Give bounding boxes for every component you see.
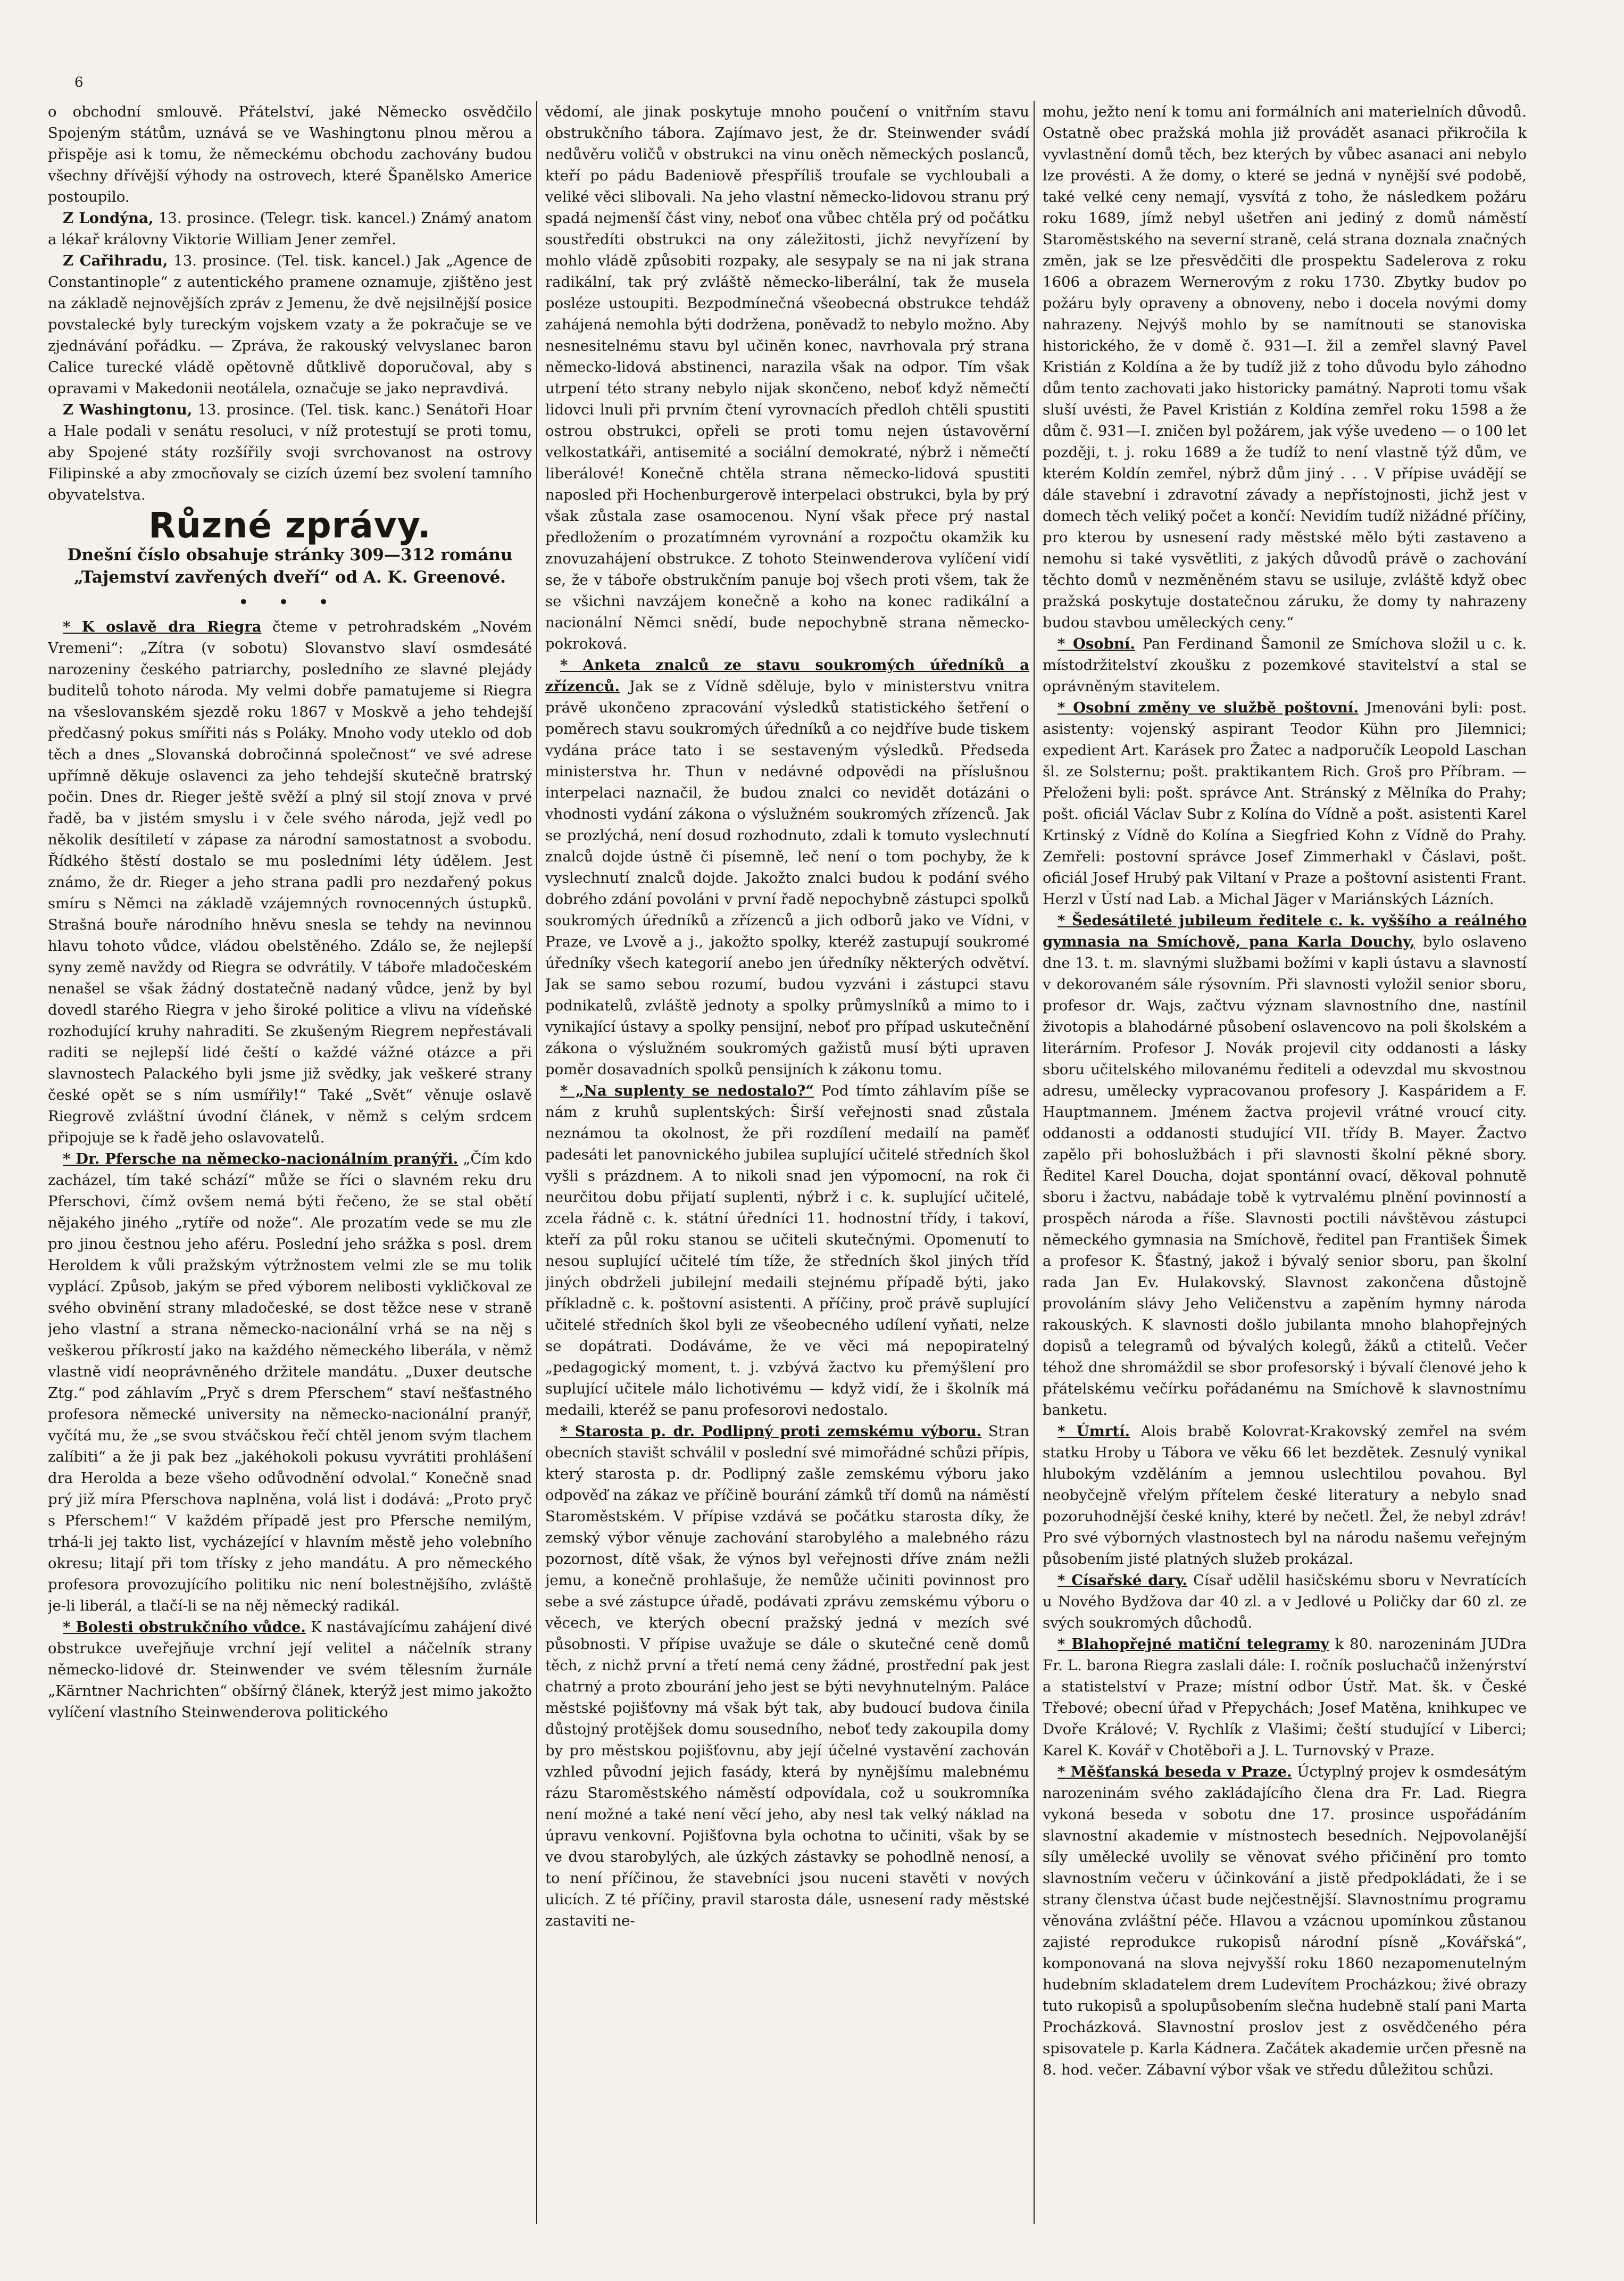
news-item bbox=[1043, 1421, 1527, 1570]
item-heading: * K oslavě dra Riegra bbox=[63, 618, 262, 635]
item-heading: * „Na suplenty se nedostalo?“ bbox=[560, 1082, 814, 1099]
news-item bbox=[48, 250, 532, 399]
item-body: 13. prosince. (Tel. tisk. kanc.) Senátoři Hoar a Hale podali v senátu resoluci, v níž protestují se proti tomu, aby Spojené státy rozšířily svoji svrchovanost na ostrovy Filipinské a aby zmocňovaly se cizích území bez svolení tamního obyvatelstva. bbox=[48, 401, 532, 503]
item-heading: * Bolesti obstrukčního vůdce. bbox=[63, 1619, 306, 1636]
column-3 bbox=[1043, 101, 1527, 2224]
separator-dots: • • • bbox=[239, 594, 341, 611]
item-heading: * Osobní. bbox=[1057, 635, 1135, 652]
item-heading: * Starosta p. dr. Podlipný proti zemskému výboru. bbox=[560, 1423, 982, 1440]
article-paragraph: vědomí, ale jinak poskytuje mnoho poučení o vnitřním stavu obstrukčního tábora. Zajímavo jest, že dr. Steinwender svádí nedůvěru voličů v obstrukci na vinu oněch německých poslanců, kteří po pádu Badeniově přespříliš troufale se vychloubali a veliké věci slibovali. Na jeho vlastní německo-lidovou stranu prý spadá nejmenší část viny, neboť ona vůbec chtěla prý od počátku soustředíti obstrukci na ony záležitosti, jichž nevyřízení by mohlo vládě způsobiti rozpaky, ale sesypaly se na ni jak strana radikální, tak prý zvláště německo-liberální, tak že musela posléze ustoupiti. Bezpodmínečná všeobecná obstrukce tehdáž zahájená nemohla býti dodržena, poněvadž to nebylo možno. Aby nesnesitelnému stavu byl učiněn konec, navrhovala prý strana německo-lidová abstinenci, narazila však na odpor. Tím však utrpení této strany nebylo nijak skončeno, neboť když němečtí lidovci lnuli při prvním čtení vyrovnacích předloh chtěli spustiti ostrou obstrukci, opřeli se proti tomu nejen ústavověrní velkostatkáři, antisemité a sociální demokraté, nýbrž i němečtí liberálové! Konečně chtěla strana německo-lidová spustiti naposled při Hochenburgerově interpelaci obstrukci, byla by prý však zůstala zase osamocenou. Nyní však přece prý nastal předložením o prozatímném vyrovnání a rozpočtu okamžik ku znovuzahájení obstrukce. Z tohoto Steinwenderova vylíčení vidí se, že v táboře obstrukčním panuje boj všech proti všem, tak že se všichni navzájem konečně a koho na konec radikální a nacionální Němci snědí, bude nepochybně strana německo-pokroková. bbox=[545, 103, 1029, 652]
section-title: Různé zprávy. bbox=[148, 505, 431, 546]
item-heading: * Osobní změny ve službě poštovní. bbox=[1057, 699, 1359, 716]
news-item bbox=[48, 208, 532, 250]
page-mark: 6 bbox=[74, 74, 84, 90]
news-item bbox=[48, 616, 532, 1148]
lead-notice: Dnešní číslo obsahuje stránky 309—312 románu „Tajemství zavřených dveří“ od A. K. Greenové. bbox=[67, 545, 513, 587]
item-body: čteme v petrohradském „Novém Vremeni“: „Zítra (v sobotu) Slovanstvo slaví osmdesáté narozeniny českého patriarchy, posledního ze slavné plejády buditelů tohoto národa. My velmi dobře pamatujeme si Riegra na všeslovanském sjezdě roku 1867 v Moskvě a jeho tehdejší předčasný pokus smířiti nás s Poláky. Mnoho vody uteklo od dob těch a dnes „Slovanská dobročinná společnost“ ve své adrese upřímně děkuje oslavenci za jeho tehdejší skutečně bratrský počin. Dnes dr. Rieger ještě svěží a plný sil stojí znova v prvé řadě, ba v jistém smyslu i v čele svého národa, jejž vedl po několik desítiletí v zápase za národní samostatnost a svobodu. Řídkého štěstí dostalo se mu posledními léty údělem. Jest známo, že dr. Rieger a jeho strana padli pro nezdařený pokus smíru s Němci na základě vzájemných rovnocenných ústupků. Strašná bouře národního hněvu snesla se tehdy na nevinnou hlavu tohoto vůdce, vládou obelstěného. Zdálo se, že nejlepší syny země navždy od Riegra se odvrátily. V táboře mladočeském nenašel se však žádný dostatečně nadaný vůdce, jenž by byl dovedl starého Riegra v jeho široké politice a vlivu na vídeňské rozhodující kruhy nahraditi. Se zkušeným Riegrem nepřestávali raditi se nejlepší lidé čeští o každé vážné otázce a při slavnostech Palackého byli jsme již svědky, jak veškeré strany české opět se s ním usmířily!“ Také „Svět“ věnuje oslavě Riegrově zvláštní úvodní článek, v němž s celým srdcem připojuje se k řadě jeho oslavovatelů. bbox=[48, 618, 532, 1146]
item-body: 13. prosince. (Telegr. tisk. kancel.) Známý anatom a lékař královny Viktorie William Jener zemřel. bbox=[48, 210, 532, 248]
news-item bbox=[545, 1080, 1029, 1421]
news-item bbox=[545, 1421, 1029, 1931]
news-item bbox=[48, 1148, 532, 1616]
news-item bbox=[1043, 633, 1527, 697]
item-body: K nastávajícímu zahájení divé obstrukce uveřejňuje vrchní její velitel a náčelník strany německo-lidové dr. Steinwender ve svém tělesním žurnále „Kärntner Nachrichten“ obšírný článek, kterýž jest mimo jakožto vylíčení vlastního Steinwenderova politického bbox=[48, 1619, 532, 1721]
item-heading: * Úmrtí. bbox=[1057, 1423, 1130, 1440]
news-item bbox=[1043, 1761, 1527, 2080]
item-heading: Z Washingtonu, bbox=[63, 401, 193, 418]
article-paragraph: mohu, ježto není k tomu ani formálních ani materielních důvodů. Ostatně obec pražská mohla již provádět asanaci přikročila k vyvlastnění domů těch, bez kterých by vůbec asanaci ani nebylo lze provésti. A že domy, o které se jedná v nynější své podobě, také velké ceny nemají, vysvítá z toho, že následkem požáru roku 1689, jímž nebyl ušetřen ani jediný z domů náměstí Staroměstského na severní straně, celá strana doznala značných změn, jak se lze přesvědčiti dle prospektu Sadelerova z roku 1606 a obrazem Wernerovým z roku 1730. Zbytky budov po požáru byly opraveny a obnoveny, nebo i docela novými domy nahrazeny. Nejvýš mohlo by se namítnouti se stanoviska historického, že v domě č. 931—I. žil a zemřel slavný Pavel Kristián z Koldína a že by tudíž již z toho důvodu bylo záhodno dům tento zachovati jako historicky památný. Naproti tomu však sluší uvésti, že Pavel Kristián z Koldína zemřel roku 1598 a že dům č. 931—I. zničen byl požárem, jak výše uvedeno — o 100 let později, t. j. roku 1689 a že tudíž to není vlastně týž dům, ve kterém Koldín zemřel, nýbrž dům jiný . . . V přípise uvádějí se dále stavební i zdravotní závady a nepřístojnosti, jichž jest v domech těch veliký počet a končí: Nevidím tudíž nižádné příčiny, pro kterou by usnesení rady městské mělo býti zastaveno a nemohu si také vysvětliti, z jakých důvodů právě o zachování těchto domů v nezměněném stavu se usiluje, zvláště když obec pražská poskytuje dostatečnou záruku, že domy ty nahrazeny budou stavbou uměleckých ceny.“ bbox=[1043, 103, 1527, 631]
item-body: Jmenováni byli: post. asistenty: vojenský aspirant Teodor Kühn pro Jilemnici; expedient Art. Karásek pro Žatec a nadporučík Leopold Laschan šl. ze Solsternu; pošt. praktikantem Rich. Groš pro Příbram. — Přeloženi byli: pošt. správce Ant. Stránský z Mělníka do Prahy; pošt. oficiál Václav Subr z Kolína do Vídně a pošt. asistenti Karel Krtinský z Vídně do Kolína a Siegfried Kohn z Vídně do Prahy. Zemřeli: postovní správce Josef Zimmerhakl v Čáslavi, pošt. oficiál Josef Hrubý pak Viltaní v Praze a poštovní asistenti Frant. Herzl v Ústí nad Lab. a Michal Jäger v Mariánských Lázních. bbox=[1043, 699, 1527, 908]
item-body: Jak se z Vídně sděluje, bylo v ministerstvu vnitra právě ukončeno zpracování výsledků statistického šetření o poměrech stavu soukromých úředníků a co nejdříve bude tiskem vydána práce tato i se sestaveným výsledků. Předseda ministerstva hr. Thun v nedávné odpovědi na příslušnou interpelaci naznačil, že budou znalci co nevidět dotázáni o vhodnosti vydání zákona o výslužném soukromých zřízenců. Jak se prozlýchá, není dosud rozhodnuto, zdali k tomuto vyslechnutí znalců dojde ústně či písemně, leč není o tom pochyby, že k vyslechnutí znalců dojde. Jakožto znalci budou k podání svého dobrého zdání povoláni v první řadě nepochybně zástupci spolků soukromých úředníků a zřízenců a jich odborů jako ve Vídni, v Praze, ve Lvově a j., jakožto spolky, kteréž zastupují soukromé úředníky všech kategorií anebo jen úředníky některých odvětví. Jak se samo sebou rozumí, budou vyzváni i zástupci stavu podnikatelů, zvláště jednoty a spolky průmyslníků a mimo to i vynikající ústavy a spolky pensijní, neboť pro případ uskutečnění zákona o výslužném soukromých gažistů musí býti upraven poměr dosavadních spolků pensijních k zákonu tomu. bbox=[545, 678, 1029, 1078]
item-body: Pod tímto záhlavím píše se nám z kruhů suplentských: Širší veřejnosti snad zůstala neznámou ta okolnost, že při rozdílení medailí na paměť padesáti let panovnického jubilea suplující učitelé středních škol vyšli s prázdnem. A to nikoli snad jen výpomocní, na rok či neurčitou dobu přijatí suplenti, nýbrž i c. k. suplující učitelé, zcela řádně c. k. státní úředníci 11. hodnostní třídy, i takoví, kteří za půl roku stanou se učiteli skutečnými. Opomenutí to nesou suplující učitelé tím tíže, že středních škol jiných tříd jiných obdrželi jubilejní medaili stejnému případě býti, jako příkladně c. k. poštovní asistenti. A příčiny, proč právě suplující učitelé středních škol byli ze všeobecného udílení vyňati, nelze se dopátrati. Dodáváme, že ve věci má nepopiratelný „pedagogický moment, t. j. vzbývá žactvo ku přemýšlení pro suplující učitele málo lichotivému — když vidí, že i školník má medaili, kteréž se panu profesorovi nedostalo. bbox=[545, 1082, 1029, 1419]
item-body: „Čím kdo zacházel, tím také schází“ může se říci o slavném reku dru Pferschovi, čímž ovšem nemá býti řečeno, že se stal obětí nějakého jiného „rytíře od nože“. Ale prozatím vede se mu zle pro jinou čestnou jeho aféru. Poslední jeho srážka s posl. drem Heroldem k vůli pražským výtržnostem velmi zle se mu tolik vyplácí. Způsob, jakým se před výborem nelibosti vykličkoval ze svého obvinění strany mladočeské, se dost těžce nese v straně jeho vlastní a strana německo-nacionální vrhá se na něj s veškerou příkrostí jako na každého německého liberála, v němž vlastně vidí neoprávněného držitele mandátu. „Duxer deutsche Ztg.“ pod záhlavím „Pryč s drem Pferschem“ staví nešťastného profesora německé university na německo-nacionální pranýř, vyčítá mu, že „se svou stváčskou řečí chtěl jenom svým tlachem zalíbiti“ a že ji pak bez „jakéhokoli pokusu vyvrátiti prohlášení dra Herolda a beze všeho odůvodnění odvolal.“ Konečně snad prý již míra Pferschova naplněna, volá list i dodává: „Proto pryč s Pferschem!“ V každém případě jest pro Pfersche nemilým, trhá-li jej takto list, vycházející v hlavním městě jeho volebního okresu; litají při tom třísky z jeho mandátu. A pro německého profesora provozujícího politiku nic není bolestnějšího, zvláště je-li liberál, a tlačí-li se na něj německý radikál. bbox=[48, 1150, 532, 1614]
column-rule bbox=[1034, 101, 1035, 2224]
item-heading: Z Londýna, bbox=[63, 210, 154, 227]
column-rule bbox=[536, 101, 537, 2224]
news-item bbox=[1043, 910, 1527, 1421]
item-heading: * Anketa znalců ze stavu soukromých úředníků a zřízenců. bbox=[545, 657, 1029, 695]
news-item bbox=[48, 1616, 532, 1723]
item-heading: Z Cařihradu, bbox=[63, 252, 168, 269]
item-body: Stran obecních stavišt schválil v poslední své mimořádné schůzi přípis, který starosta p. dr. Podlipný zašle zemskému výboru jako odpověď na zákaz ve příčině bourání zámků tří domů na náměstí Staroměstském. V přípise vzdává se počátku starosta díky, že zemský výbor věnuje zachování starobylého a malebného rázu pozornost, dítě však, že výnos byl veřejnosti dříve znám nežli jemu, a konečně prohlašuje, že nemůže učiniti povinnost pro sebe a své zástupce úřadě, podávati zprávu zemskému výboru o věcech, ve kterých obecní pražský jedná v mezích své působnosti. V přípise uvažuje se dále o skutečné ceně domů těch, z nichž první a třetí nemá ceny žádné, prostřední pak jest chatrný a proto zbourání jeho jest se býti nevyhnutelným. Paláce městské pojišťovny má však být tak, aby budoucí budova činila důstojný protějšek domu sousedního, neboť tedy zakoupila domy by pro městskou pojišťovnu, aby její účelné vystavění zachován vzhled původní jejich fasády, která by nynějšímu malebnému rázu Staroměstského náměstí odpovídala, což u soukromníka není možné a také není věcí jeho, aby nesl tak velký náklad na úpravu venkovní. Pojišťovna byla ochotna to učiniti, však by se ve dvou starobylých, ale úzkých zástavky se pohodlně nenosí, a to není příčinou, že stavebníci jsou nuceni stavěti v nových ulicích. Z té příčiny, pravil starosta dále, usnesení rady městské zastaviti ne- bbox=[545, 1423, 1029, 1929]
column-2 bbox=[545, 101, 1029, 2224]
item-heading: * Dr. Pfersche na německo-nacionálním pranýři. bbox=[63, 1150, 459, 1167]
news-item bbox=[1043, 697, 1527, 910]
news-item bbox=[1043, 1633, 1527, 1761]
item-body: 13. prosince. (Tel. tisk. kancel.) Jak „Agence de Constantinople“ z autentického pramene oznamuje, zjištěno jest na základě nejnovějších zpráv z Jemenu, že dvě nejsilnější posice povstalecké byly tureckým vojskem vzaty a že pokračuje se ve zjednávání pořádku. — Zpráva, že rakouský velvyslanec baron Calice turecké vládě opětovně důtklivě doporučoval, aby s opravami v Makedonii neotálela, označuje se jako nepravdivá. bbox=[48, 252, 532, 397]
item-body: bylo oslaveno dne 13. t. m. slavnými službami božími v kapli ústavu a slavností v dekorovaném sále rýsovním. Při slavnosti vyložil senior sboru, profesor dr. Wajs, začtvu význam slavnostního dne, nastínil životopis a blahodárné působení oslavencovo na poli školském a literárním. Profesor J. Novák projevil city oddanosti a lásky sboru učitelského milovanému řediteli a odevzdal mu skvostnou adresu, umělecky vypracovanou profesory J. Kaspáridem a F. Hauptmannem. Jménem žactva projevil vrátné vroucí city. oddanosti a oddanosti studující VII. třídy B. Mayer. Žactvo zapělo při bohoslužbách i při slavnosti školní pěkné sbory. Ředitel Karel Doucha, dojat spontánní ovací, děkoval pohnutě sboru i žactvu, nabádaje tobě k vytrvalému plnění povinností a prospěch národa a říše. Slavnosti poctili návštěvou zástupci německého gymnasia na Smíchově, ředitel pan František Šimek a profesor K. Šťastný, jakož i bývalý senior sboru, pan školní rada Jan Ev. Hulakovský. Slavnost zakončena důstojně provoláním slávy Jeho Veličenstvu a zapěním hymny národa rakouských. K slavnosti došlo jubilanta mnoho blahopřejných dopisů a telegramů od bývalých kolegů, žáků a ctitelů. Večer téhož dne shromáždil se sbor profesorský i bývalí členové jeho k přátelskému večírku pořádanému na Smíchově k slavnostnímu banketu. bbox=[1043, 933, 1527, 1419]
item-heading: * Měšťanská beseda v Praze. bbox=[1057, 1763, 1292, 1780]
column-1 bbox=[48, 101, 532, 2224]
item-heading: * Blahopřejné matiční telegramy bbox=[1057, 1636, 1329, 1653]
item-body: Pan Ferdinand Šamonil ze Smíchova složil u c. k. místodržitelství zkoušku z pozemkové stavitelství a stal se oprávněným stavitelem. bbox=[1043, 635, 1527, 695]
article-paragraph: o obchodní smlouvě. Přátelství, jaké Německo osvědčilo Spojeným státům, uznává se ve Washingtonu plnou měrou a přispěje asi k tomu, že německému obchodu zachovány budou všechny dřívější výhody na ostrovech, které Španělsko Americe postoupilo. bbox=[48, 103, 532, 205]
item-heading: * Šedesátileté jubileum ředitele c. k. vyššího a reálného gymnasia na Smíchově, pana Karla Douchy, bbox=[1043, 912, 1527, 950]
item-body: Úctyplný projev k osmdesátým narozeninám svého zakládajícího člena dra Fr. Lad. Riegra vykoná beseda v sobotu dne 17. prosince uspořádáním slavnostní akademie v místnostech besedních. Nejpovolanější síly umělecké uvolily se věnovat svého přičinění pro tomto slavnostním večeru v účinkování a jistě předpokládati, že i se strany členstva účast bude nejčestnější. Slavnostnímu programu věnována zvláštní péče. Hlavou a vzácnou upomínkou zůstanou zajisté reprodukce rukopisů národní písně „Kovářská“, komponovaná na slova nejvyšší roku 1860 nezapomenutelným hudebním skladatelem drem Ludevítem Procházkou; živé obrazy tuto rukopisů a spolupůsobením slečna hudebně stalí pani Marta Procházková. Slavnostní proslov jest z osvědčeného péra spisovatele p. Karla Kádnera. Začátek akademie určen přesně na 8. hod. večer. Zábavní výbor však ve středu důležitou schůzi. bbox=[1043, 1763, 1527, 2078]
news-item bbox=[48, 399, 532, 505]
item-heading: * Císařské dary. bbox=[1057, 1572, 1188, 1589]
newspaper-page bbox=[48, 69, 1580, 2240]
item-body: k 80. narozeninám JUDra Fr. L. barona Riegra zaslali dále: I. ročník posluchačů inženýrství a statistelství v Praze; místní odbor Ústř. Mat. šk. v České Třebové; obecní úřad v Přepychách; Josef Matěna, knihkupec ve Dvoře Králové; V. Rychlík z Vlašimi; čeští studující v Liberci; Karel K. Kovář v Chotěboři a J. L. Turnovský v Praze. bbox=[1043, 1636, 1527, 1759]
news-item bbox=[545, 654, 1029, 1080]
item-body: Císař udělil hasičskému sboru v Nevratících u Nového Bydžova dar 40 zl. a v Jedlové u Poličky dar 60 zl. ze svých soukromých důchodů. bbox=[1043, 1572, 1527, 1631]
news-item bbox=[1043, 1570, 1527, 1633]
item-body: Alois brabě Kolovrat-Krakovský zemřel na svém statku Hroby u Tábora ve věku 66 let bezdětek. Zesnulý vynikal hlubokým vzděláním a jemnou uslechtilou povahou. Byl neobyčejně vřelým přítelem české literatury a nebylo snad pozoruhodnější české knihy, které by nečetl. Žel, že nebyl zdráv! Pro své výborných vlastnostech byl na národu našemu veřejným působením jisté platných služeb prokázal. bbox=[1043, 1423, 1527, 1567]
